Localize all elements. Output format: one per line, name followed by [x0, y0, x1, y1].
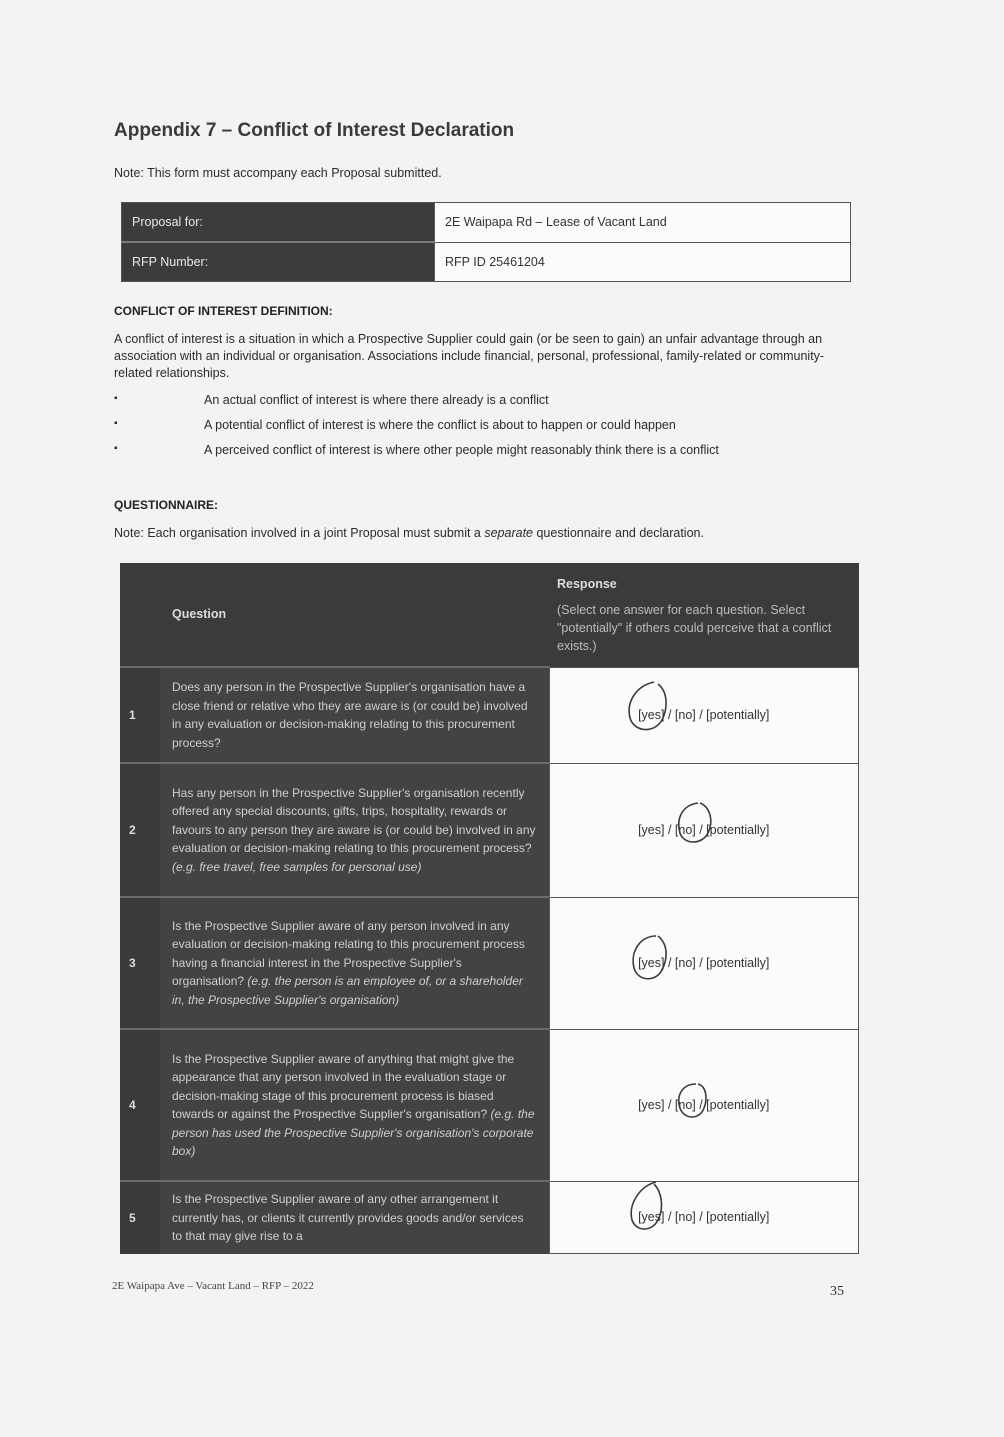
question-header: Question — [160, 563, 549, 667]
footer-document-title: 2E Waipapa Ave – Vacant Land – RFP – 2022 — [112, 1280, 314, 1292]
question-number: 2 — [120, 763, 160, 897]
question-number: 4 — [120, 1029, 160, 1181]
question-number: 5 — [120, 1181, 160, 1254]
definition-bullets — [114, 393, 854, 468]
question-text — [160, 1181, 549, 1254]
response-header — [549, 563, 859, 667]
proposal-row — [122, 203, 851, 243]
response-cell[interactable] — [549, 667, 859, 763]
response-text: [yes] / [no] / [potentially] — [638, 708, 770, 722]
response-cell[interactable] — [549, 1029, 859, 1181]
question-example: (e.g. the person is an employee of, or a shareholder in, the Prospective Supplier's organisation) — [172, 974, 523, 1007]
proposal-info-table — [121, 202, 851, 282]
response-cell[interactable] — [549, 1181, 859, 1254]
note-emphasis: separate — [484, 526, 533, 540]
proposal-label: Proposal for: — [122, 203, 435, 243]
bullet-text: A perceived conflict of interest is where other people might reasonably think there is a conflict — [204, 443, 719, 457]
questionnaire-table — [120, 563, 859, 1254]
table-row — [120, 1181, 859, 1254]
page-title: Appendix 7 – Conflict of Interest Declaration — [114, 120, 515, 141]
number-header — [120, 563, 160, 667]
handwritten-circle-icon — [626, 1178, 672, 1238]
response-instructions: (Select one answer for each question. Select "potentially" if others could perceive that a conflict exists.) — [557, 602, 832, 653]
question-text — [160, 667, 549, 763]
response-text: [yes] / [no] / [potentially] — [638, 956, 770, 970]
response-options[interactable] — [638, 956, 769, 970]
definition-paragraph: A conflict of interest is a situation in which a Prospective Supplier could gain (or be seen to gain) an unfair advantage through an association with an individual or organisation. Associations include financial, personal, professional, family-related or community-related relationships. — [114, 332, 825, 380]
table-row — [120, 897, 859, 1029]
response-title: Response — [557, 576, 617, 591]
table-row — [120, 1029, 859, 1181]
form-note: Note: This form must accompany each Proposal submitted. — [114, 166, 442, 180]
response-options[interactable] — [638, 1210, 769, 1224]
question-example: (e.g. the person has used the Prospective Supplier's organisation's corporate box) — [172, 1107, 535, 1158]
questionnaire-note — [114, 526, 704, 540]
rfp-number-label: RFP Number: — [122, 242, 435, 282]
table-row — [120, 763, 859, 897]
rfp-number-row — [122, 242, 851, 282]
response-text: [yes] / [no] / [potentially] — [638, 1098, 770, 1112]
response-options[interactable] — [638, 1098, 769, 1112]
bullet-icon: ▪ — [114, 418, 118, 429]
response-cell[interactable] — [549, 897, 859, 1029]
proposal-value: 2E Waipapa Rd – Lease of Vacant Land — [435, 203, 851, 243]
list-item — [114, 393, 854, 418]
note-text: questionnaire and declaration. — [533, 526, 704, 540]
table-header-row — [120, 563, 859, 667]
response-options[interactable] — [638, 708, 769, 722]
question-body: Has any person in the Prospective Supplier's organisation recently offered any special discounts, gifts, trips, hospitality, rewards or favours to any person they are aware is (or could be) involved in any evaluation or decision-making relating to this procurement process? — [172, 785, 536, 856]
question-body: Is the Prospective Supplier aware of any other arrangement it currently has, or clients it currently provides goods and/or services to that may give rise to a — [172, 1192, 524, 1243]
questionnaire-heading: QUESTIONNAIRE: — [114, 498, 219, 512]
list-item — [114, 418, 854, 443]
question-text — [160, 1029, 549, 1181]
response-options[interactable] — [638, 823, 769, 837]
note-text: Note: Each organisation involved in a joint Proposal must submit a — [114, 526, 485, 540]
question-example: (e.g. free travel, free samples for personal use) — [172, 859, 422, 874]
page-number: 35 — [830, 1284, 844, 1299]
question-text — [160, 763, 549, 897]
response-text: [yes] / [no] / [potentially] — [638, 823, 770, 837]
bullet-text: An actual conflict of interest is where there already is a conflict — [204, 393, 549, 407]
question-body: Is the Prospective Supplier aware of anything that might give the appearance that any person involved in the evaluation stage or decision-making stage of this procurement process is biased towards or against the Prospective Supplier's organisation? — [172, 1051, 515, 1121]
question-number: 1 — [120, 667, 160, 763]
question-body: Is the Prospective Supplier aware of any person involved in any evaluation or decision-making relating to this procurement process having a financial interest in the Prospective Supplier's organisation? — [172, 918, 525, 989]
bullet-text: A potential conflict of interest is where the conflict is about to happen or could happen — [204, 418, 676, 432]
definition-heading: CONFLICT OF INTEREST DEFINITION: — [114, 304, 333, 318]
question-number: 3 — [120, 897, 160, 1029]
response-text: [yes] / [no] / [potentially] — [638, 1210, 770, 1225]
list-item — [114, 443, 854, 468]
bullet-icon: ▪ — [114, 443, 118, 454]
rfp-number-value: RFP ID 25461204 — [435, 242, 851, 282]
question-body: Does any person in the Prospective Supplier's organisation have a close friend or relative who they are aware is (or could be) involved in any evaluation or decision-making relating to this procurement process? — [172, 680, 528, 750]
bullet-icon: ▪ — [114, 393, 118, 404]
question-text — [160, 897, 549, 1029]
table-row — [120, 667, 859, 763]
response-cell[interactable] — [549, 763, 859, 897]
